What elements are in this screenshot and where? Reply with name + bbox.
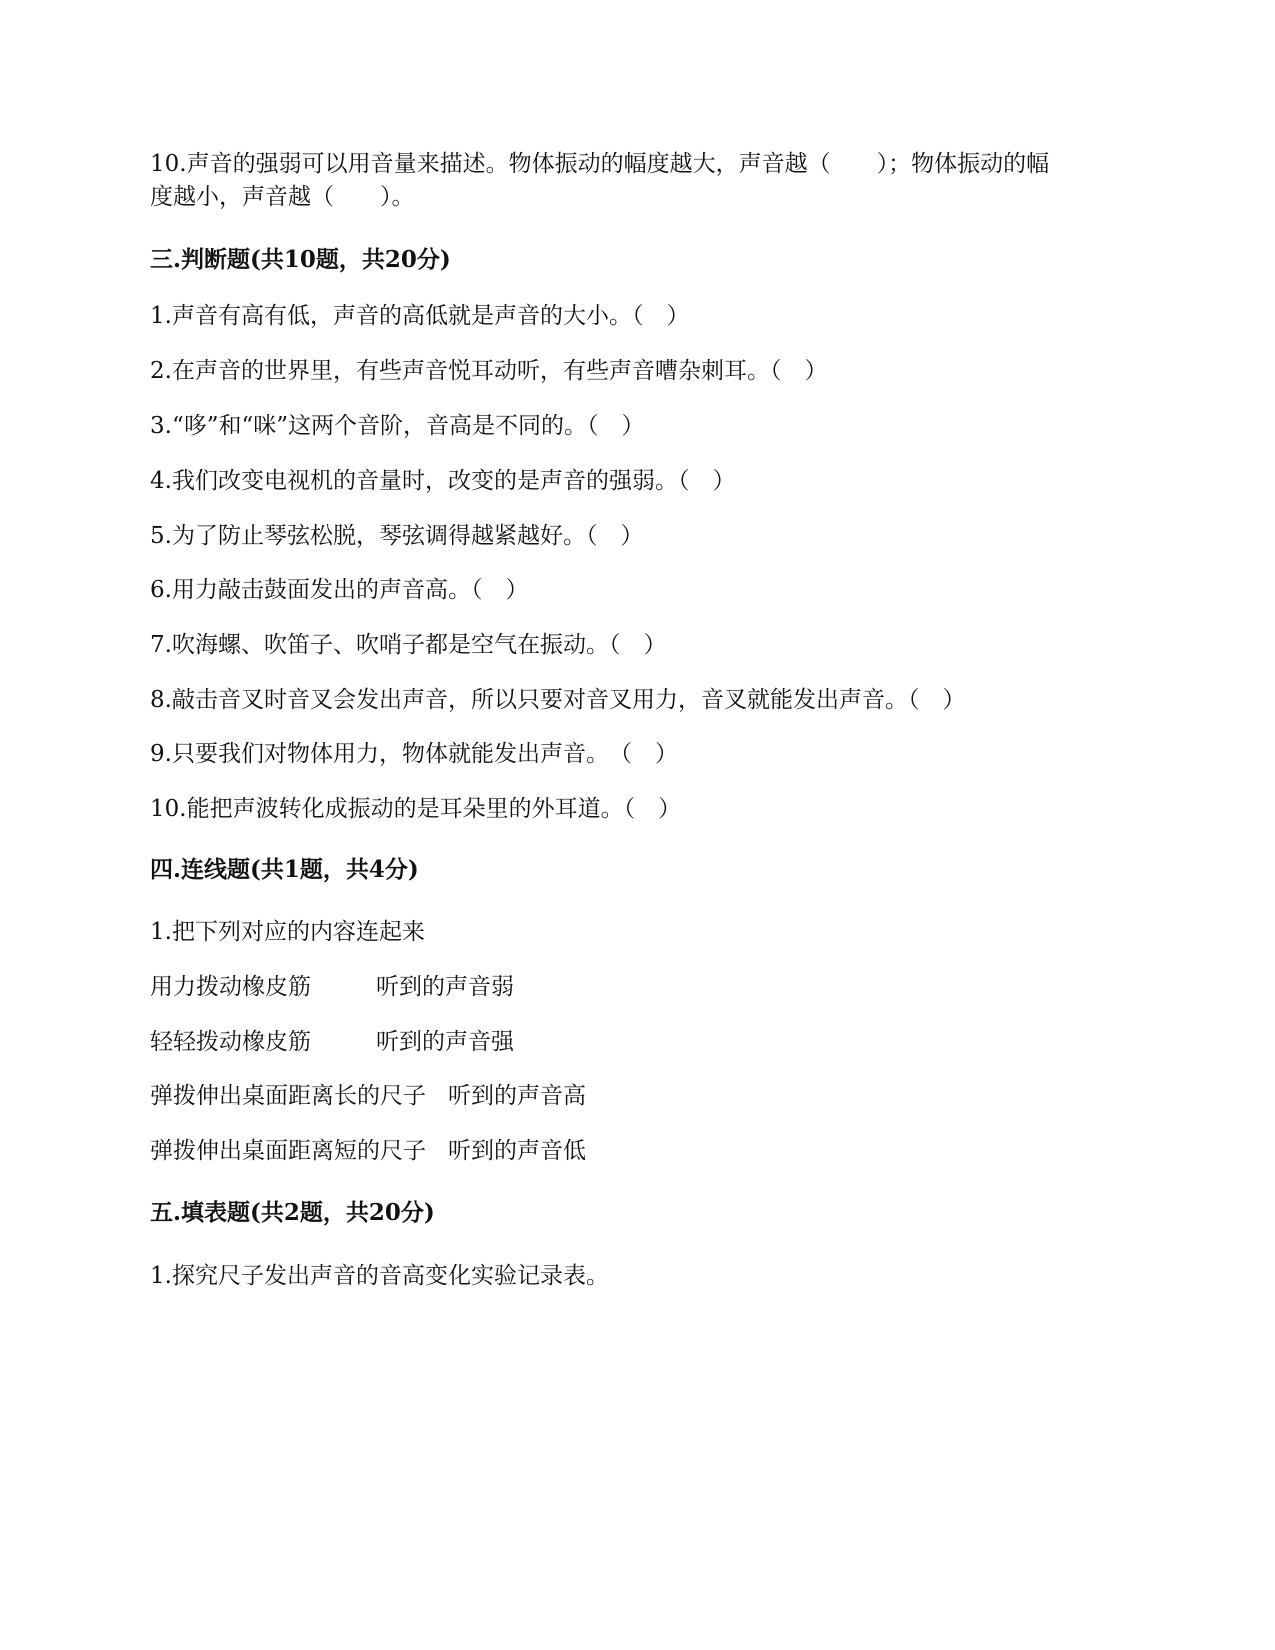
section-3-heading: 三.判断题(共10题，共20分) (150, 246, 451, 273)
table-question: 1.探究尺子发出声音的音高变化实验记录表。 (150, 1263, 609, 1289)
judgment-item-9: 9.只要我们对物体用力，物体就能发出声音。 （ ） (150, 741, 678, 767)
matching-right-1: 听到的声音弱 (376, 974, 514, 1000)
section-5-heading: 五.填表题(共2题，共20分) (150, 1199, 435, 1226)
judgment-item-10: 10.能把声波转化成振动的是耳朵里的外耳道。（ ） (150, 796, 682, 822)
matching-right-4: 听到的声音低 (448, 1138, 586, 1164)
judgment-item-4: 4.我们改变电视机的音量时，改变的是声音的强弱。（ ） (150, 468, 736, 494)
matching-right-3: 听到的声音高 (448, 1083, 586, 1109)
question-10-line-2: 度越小，声音越（ ）。 (150, 184, 415, 210)
question-10-line-1: 10.声音的强弱可以用音量来描述。物体振动的幅度越大，声音越（ ）；物体振动的幅 (150, 151, 1050, 177)
judgment-item-3: 3.“哆”和“咪”这两个音阶，音高是不同的。（ ） (150, 413, 645, 439)
fill-in-question-10 (150, 148, 1130, 214)
judgment-item-1: 1.声音有高有低，声音的高低就是声音的大小。（ ） (150, 303, 690, 329)
matching-right-2: 听到的声音强 (376, 1029, 514, 1055)
judgment-item-6: 6.用力敲击鼓面发出的声音高。（ ） (150, 577, 529, 603)
matching-left-3: 弹拨伸出桌面距离长的尺子 (150, 1083, 426, 1109)
matching-left-1: 用力拨动橡皮筋 (150, 974, 311, 1000)
matching-left-2: 轻轻拨动橡皮筋 (150, 1029, 311, 1055)
section-4-heading: 四.连线题(共1题，共4分) (150, 856, 419, 883)
judgment-item-7: 7.吹海螺、吹笛子、吹哨子都是空气在振动。（ ） (150, 632, 667, 658)
judgment-item-2: 2.在声音的世界里，有些声音悦耳动听，有些声音嘈杂刺耳。（ ） (150, 358, 828, 384)
judgment-item-5: 5.为了防止琴弦松脱，琴弦调得越紧越好。（ ） (150, 523, 644, 549)
matching-question: 1.把下列对应的内容连起来 (150, 919, 425, 945)
judgment-item-8: 8.敲击音叉时音叉会发出声音，所以只要对音叉用力，音叉就能发出声音。（ ） (150, 687, 966, 713)
matching-left-4: 弹拨伸出桌面距离短的尺子 (150, 1138, 426, 1164)
